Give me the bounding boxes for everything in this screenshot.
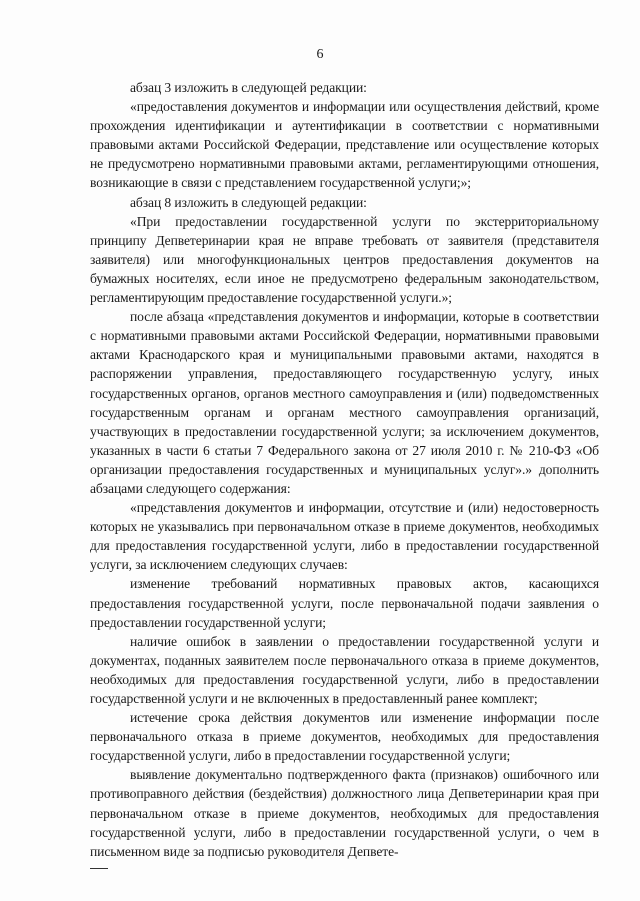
paragraph-5: после абзаца «представления документов и информации, которые в соответствии с нормативными правовыми актами Российской Федерации, нормативными правовыми актами Краснодарского края и муниципальными правовыми актами, находятся в распоряжении управления, предоставляющего государственную услугу, иных государственных органов, органов местного самоуправления и (или) подведомственных государственным органам и органам местного самоуправления организаций, участвующих в предоставлении государственной услуги; за исключением документов, указанных в части 6 статьи 7 Федерального закона от 27 июля 2010 г. № 210-ФЗ «Об организации предоставления государственных и муниципальных услуг».» дополнить абзацами следующего содержания: xyxy=(90,309,599,496)
paragraph-6: «представления документов и информации, отсутствие и (или) недостоверность которых не указывались при первоначальном отказе в приеме документов, необходимых для предоставления государственной услуги, либо в предоставлении государственной услуги, за исключением следующих случаев: xyxy=(90,500,599,573)
page-number: 6 xyxy=(316,47,324,62)
paragraph-3: абзац 8 изложить в следующей редакции: xyxy=(130,194,367,210)
paragraph-9: истечение срока действия документов или изменение информации после первоначального отказа в приеме документов, необходимых для предоставления государственной услуги, либо в предоставлении государственной услуги; xyxy=(90,710,599,764)
document-body xyxy=(90,78,599,861)
footer-mark xyxy=(90,868,108,869)
paragraph-4: «При предоставлении государственной услуги по экстерриториальному принципу Депветеринарии края не вправе требовать от заявителя (представителя заявителя) или многофункциональных центров предоставления документов на бумажных носителях, если иное не предусмотрено федеральным законодательством, регламентирующим предоставление государственной услуги.»; xyxy=(90,213,599,306)
paragraph-1: абзац 3 изложить в следующей редакции: xyxy=(130,80,367,95)
paragraph-8: наличие ошибок в заявлении о предоставлении государственной услуги и документах, поданных заявителем после первоначального отказа в приеме документов, необходимых для предоставления государственной услуги, либо в предоставлении государственной услуги и не включенных в предоставленный ранее комплект; xyxy=(90,633,599,706)
paragraph-7: изменение требований нормативных правовых актов, касающихся предоставления государственной услуги, после первоначальной подачи заявления о предоставлении государственной услуги; xyxy=(90,576,599,630)
paragraph-10: выявление документально подтвержденного факта (признаков) ошибочного или противоправного действия (бездействия) должностного лица Депветеринарии края при первоначальном отказе в приеме документов, необходимых для предоставления государственной услуги, либо в предоставлении государственной услуги, о чем в письменном виде за подписью руководителя Депвете- xyxy=(90,767,599,859)
paragraph-2: «предоставления документов и информации или осуществления действий, кроме прохождения идентификации и аутентификации в соответствии с нормативными правовыми актами Российской Федерации, представление или осуществление которых не предусмотрено нормативными правовыми актами, регламентирующими отношения, возникающие в связи с представлением государственной услуги;»; xyxy=(90,99,599,191)
